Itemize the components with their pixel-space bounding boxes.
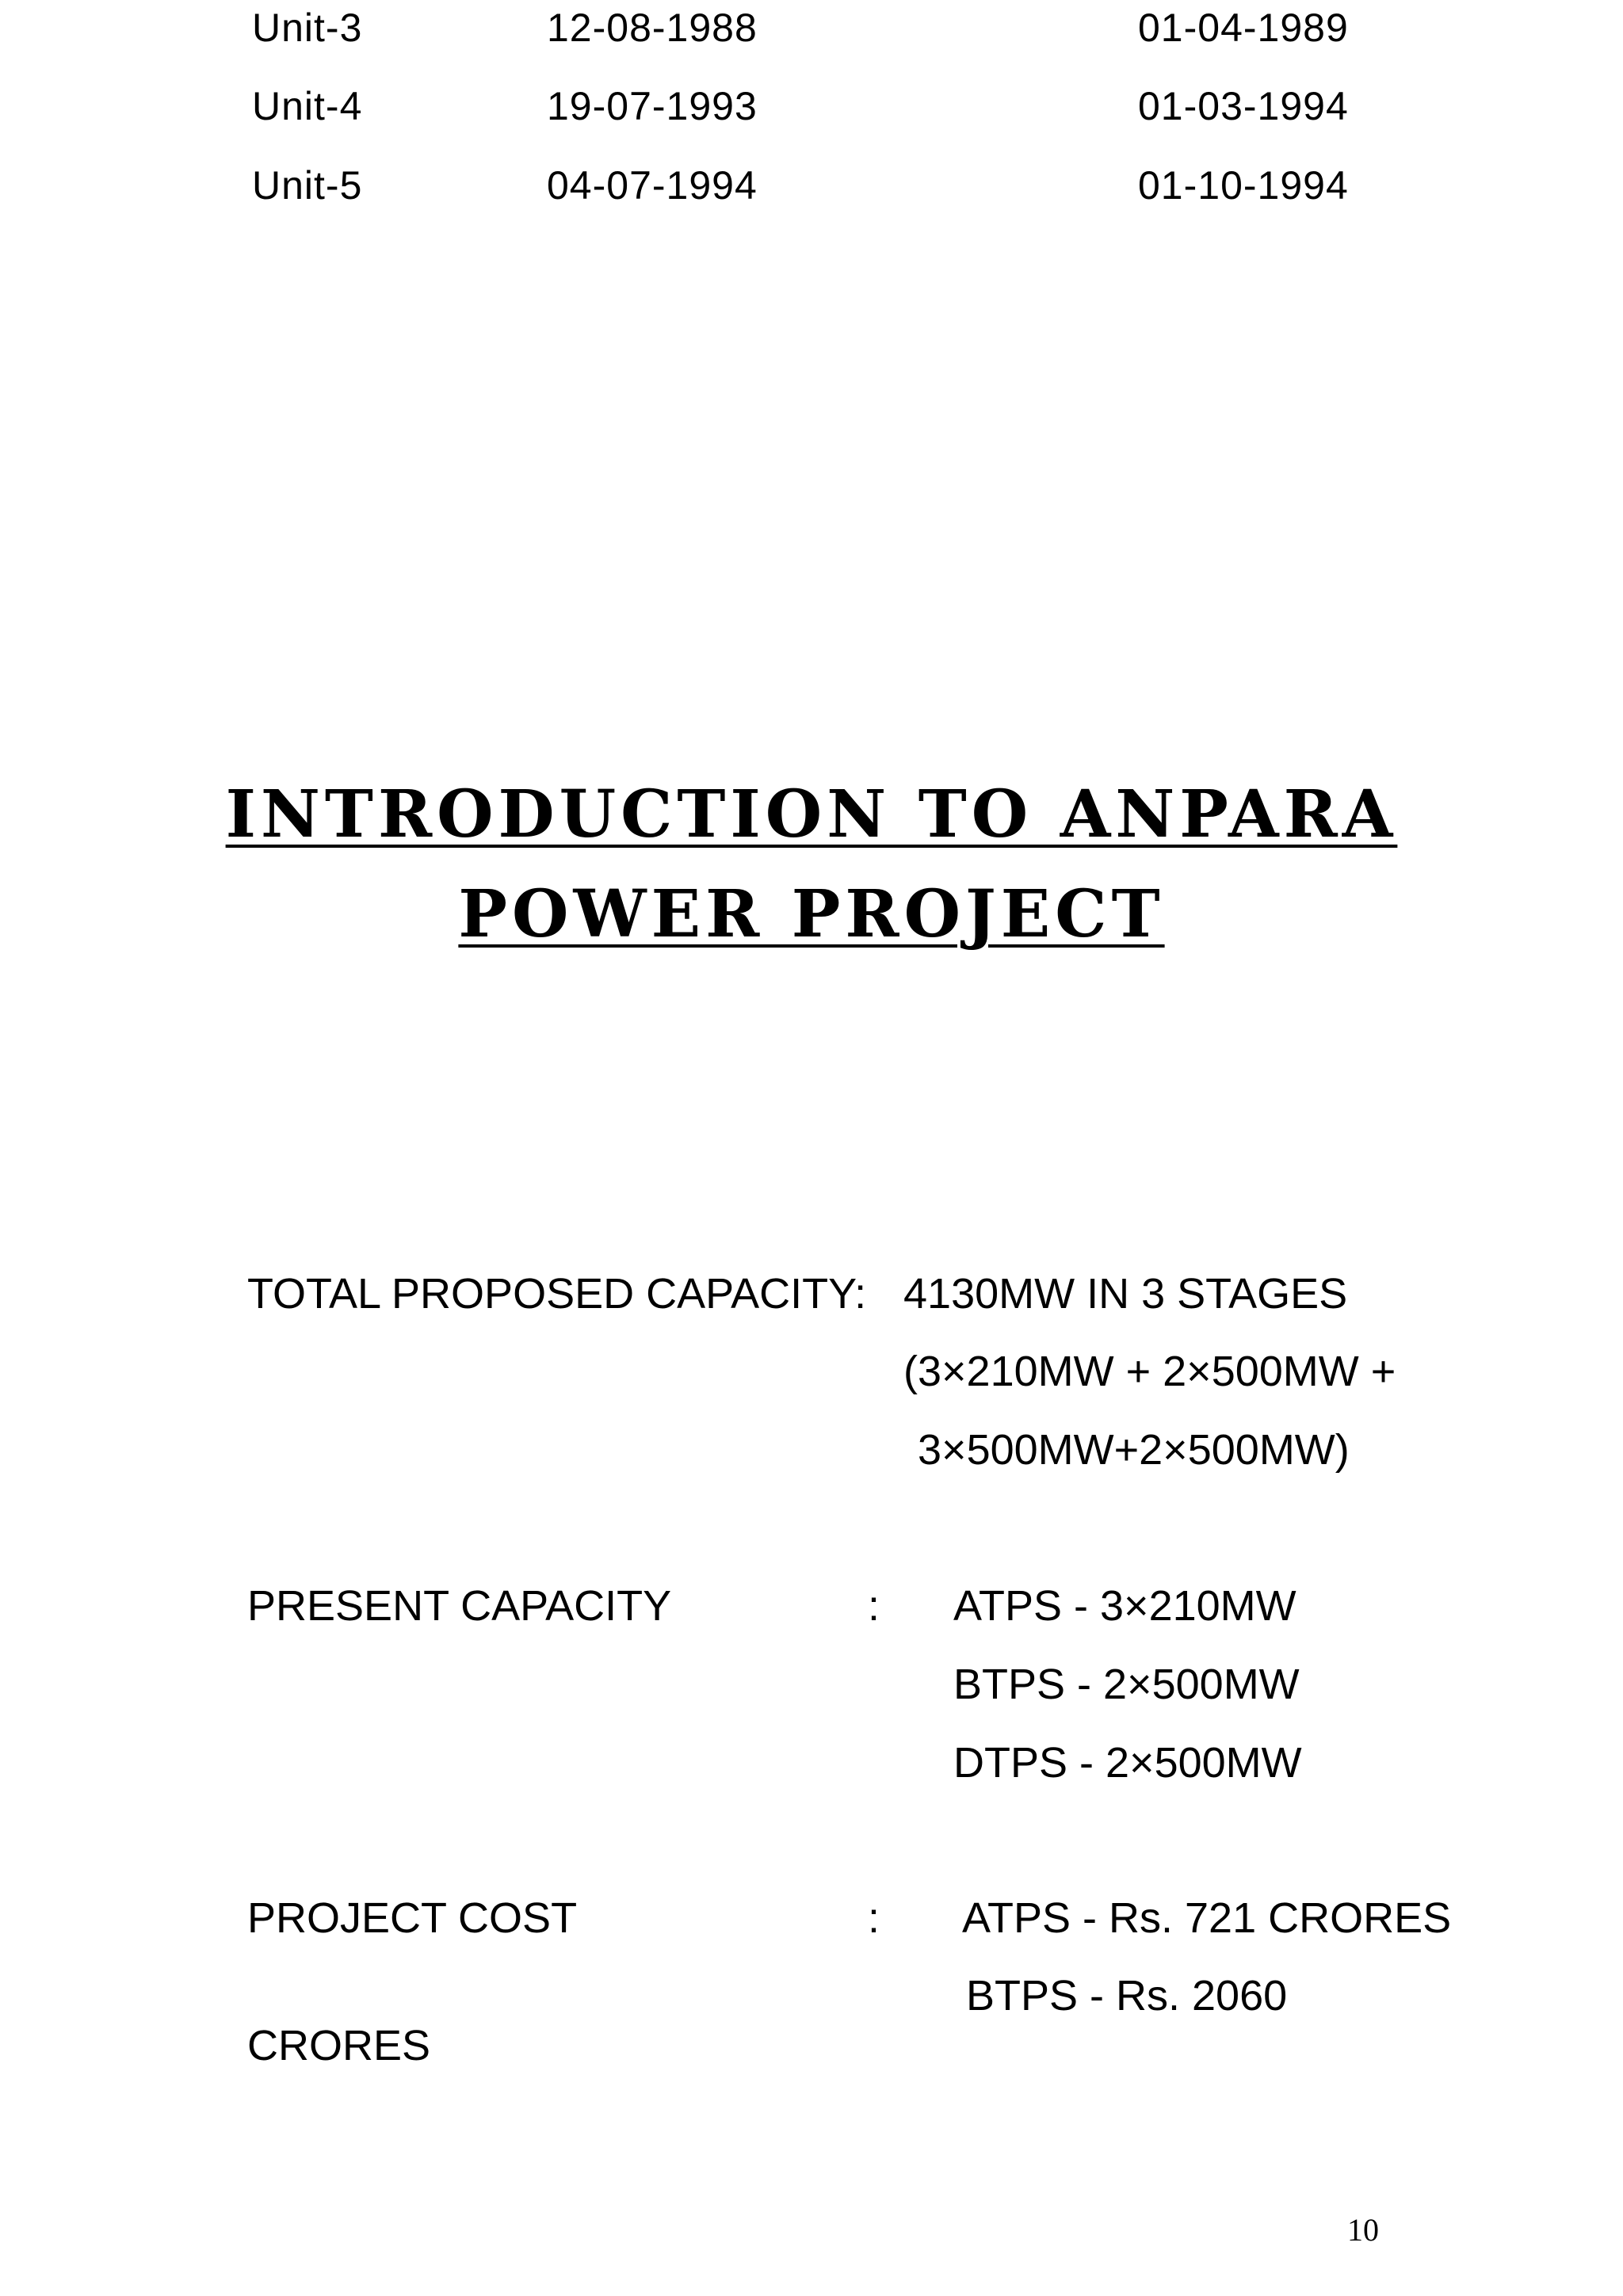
- cod-date: 01-10-1994: [1138, 163, 1349, 208]
- sync-date: 04-07-1994: [547, 163, 758, 208]
- sync-date: 12-08-1988: [547, 6, 758, 50]
- total-capacity-value: 4130MW IN 3 STAGES: [903, 1270, 1348, 1318]
- project-cost-wrap: CRORES: [247, 2022, 431, 2069]
- cod-date: 01-04-1989: [1138, 6, 1349, 50]
- section-heading-line-1: [0, 767, 1623, 862]
- present-capacity-item: ATPS - 3×210MW: [953, 1582, 1296, 1630]
- page-number: 10: [1347, 2212, 1379, 2248]
- project-cost-item: BTPS - Rs. 2060: [966, 1972, 1288, 2019]
- sync-date: 19-07-1993: [547, 84, 758, 128]
- table-row: [0, 78, 1623, 134]
- unit-name: Unit-4: [252, 84, 363, 128]
- section-heading-line-2: [0, 867, 1623, 962]
- heading-text: POWER PROJECT: [458, 876, 1165, 952]
- total-capacity-detail-2: 3×500MW+2×500MW): [918, 1426, 1350, 1474]
- table-row: [0, 158, 1623, 213]
- project-cost-label: PROJECT COST: [247, 1894, 578, 1942]
- present-capacity-item: BTPS - 2×500MW: [953, 1661, 1300, 1708]
- unit-name: Unit-3: [252, 6, 363, 50]
- present-capacity-colon: :: [868, 1582, 880, 1630]
- heading-text: INTRODUCTION TO ANPARA: [225, 776, 1398, 852]
- present-capacity-item: DTPS - 2×500MW: [953, 1739, 1302, 1787]
- table-row: [0, 0, 1623, 55]
- unit-name: Unit-5: [252, 163, 363, 208]
- project-cost-item: ATPS - Rs. 721 CRORES: [962, 1894, 1452, 1942]
- total-capacity-detail-1: (3×210MW + 2×500MW +: [903, 1348, 1396, 1395]
- total-capacity-label: TOTAL PROPOSED CAPACITY:: [247, 1270, 867, 1318]
- present-capacity-label: PRESENT CAPACITY: [247, 1582, 672, 1630]
- cod-date: 01-03-1994: [1138, 84, 1349, 128]
- project-cost-colon: :: [868, 1894, 880, 1942]
